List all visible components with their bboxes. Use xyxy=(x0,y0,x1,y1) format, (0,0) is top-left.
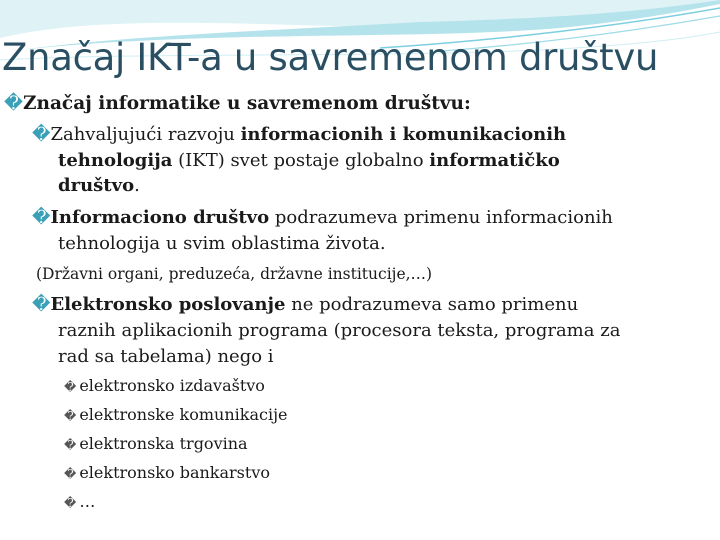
slide-title: Značaj IKT-a u savremenom društvu xyxy=(2,36,659,79)
list-item: � elektronsko bankarstvo xyxy=(64,463,270,482)
list-item: � elektronska trgovina xyxy=(64,434,248,453)
parenthetical-note: (Državni organi, preduzeća, državne institucije,…) xyxy=(36,265,433,283)
bullet-marker: � xyxy=(32,294,51,315)
heading-text: Značaj informatike u savremenom društvu: xyxy=(22,93,471,114)
bullet-marker: � xyxy=(64,380,77,394)
bullet-marker: � xyxy=(64,467,77,481)
section-heading xyxy=(4,93,471,114)
bullet-marker: � xyxy=(64,409,77,423)
bullet-marker: � xyxy=(32,124,51,145)
bullet-marker: � xyxy=(32,207,51,228)
list-item: � elektronsko izdavaštvo xyxy=(64,376,265,395)
bullet-marker: � xyxy=(64,438,77,452)
bullet-marker: � xyxy=(4,93,23,114)
bullet-marker: � xyxy=(64,496,77,510)
list-item: � elektronske komunikacije xyxy=(64,405,288,424)
list-item: � … xyxy=(64,492,96,511)
